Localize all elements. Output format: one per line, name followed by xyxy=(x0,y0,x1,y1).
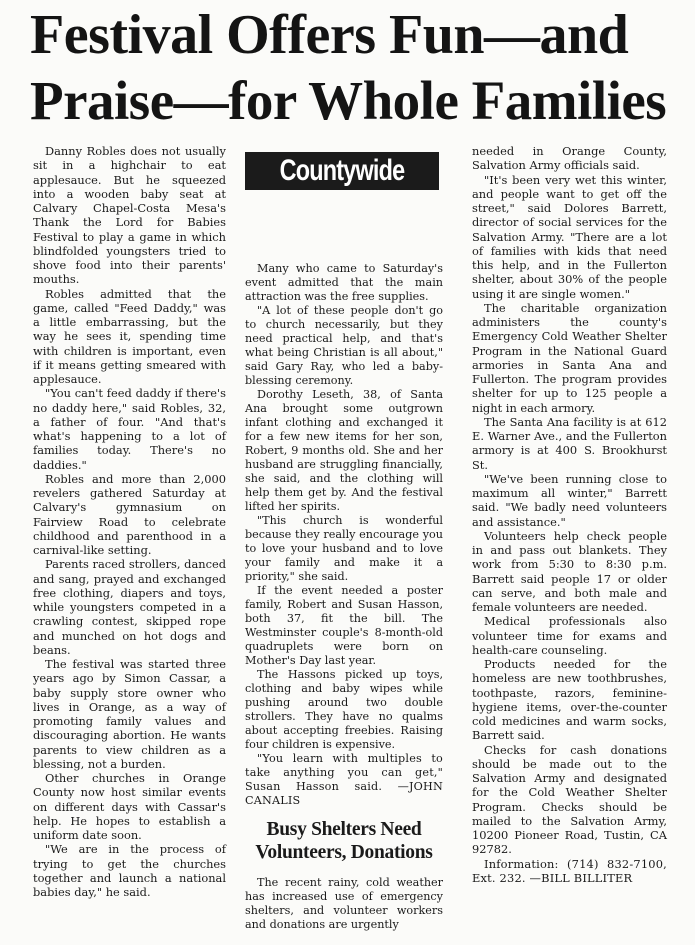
paragraph: Robles and more than 2,000 revelers gathered Saturday at Calvary's gymnasium on Fairview Road to celebrate childhood and parenthood in a carnival-like setting. xyxy=(33,471,226,557)
paragraph: Other churches in Orange County now host similar events on different days with Cassar's help. He hopes to establish a uniform date soon. xyxy=(33,771,226,842)
paragraph: Dorothy Leseth, 38, of Santa Ana brought some outgrown infant clothing and exchanged it for a few new items for her son, Robert, 9 months old. She and her husband are struggling financially, she said, and the clothing will help them get by. And the festival lifted her spirits. xyxy=(245,388,443,513)
page-headline xyxy=(30,2,670,134)
paragraph: The festival was started three years ago by Simon Cassar, a baby supply store owner who lives in Orange, as a way of promoting family values and discouraging abortion. He wants parents to view children as a blessing, not a burden. xyxy=(33,657,226,771)
story-column-1 xyxy=(33,144,226,899)
paragraph: "You can't feed daddy if there's no daddy here," said Robles, 32, a father of four. "And that's what's happening to a lot of families today. There's no daddies." xyxy=(33,386,226,472)
paragraph: "It's been very wet this winter, and people want to get off the street," said Dolores Barrett, director of social services for the Salvation Army. "There are a lot of families with kids that need this help, and in the Fullerton shelter, about 30% of the people using it are single women." xyxy=(472,172,667,301)
paragraph: Volunteers help check people in and pass out blankets. They work from 5:30 to 8:30 p.m. Barrett said people 17 or older can serve, and both male and female volunteers are needed. xyxy=(472,528,667,614)
paragraph: "We are in the process of trying to get the churches together and launch a national babies day," he said. xyxy=(33,842,226,899)
paragraph: The charitable organization administers the county's Emergency Cold Weather Shelter Program in the National Guard armories in Santa Ana and Fullerton. The program provides shelter for up to 125 people a night in each armory. xyxy=(472,300,667,415)
paragraph: The Hassons picked up toys, clothing and baby wipes while pushing around two double strollers. They have no qualms about accepting freebies. Raising four children is expensive. xyxy=(245,668,443,751)
section-kicker-countywide xyxy=(245,152,439,190)
paragraph: Checks for cash donations should be made out to the Salvation Army and designated for the Cold Weather Shelter Program. Checks should be mailed to the Salvation Army, 10200 Pioneer Road, Tustin, CA 92782. xyxy=(472,742,667,857)
paragraph: needed in Orange County, Salvation Army officials said. xyxy=(472,144,667,173)
headline-line-2: Praise—for Whole Families xyxy=(30,70,667,131)
story-column-3 xyxy=(472,144,667,885)
paragraph: Danny Robles does not usually sit in a highchair to eat applesauce. But he squeezed into a wooden baby seat at Calvary Chapel-Costa Mesa's Thank the Lord for Babies Festival to play a game in which blindfolded youngsters tried to shove food into their parents' mouths. xyxy=(33,144,226,287)
byline-paragraph: Information: (714) 832-7100, Ext. 232. —BILL BILLITER xyxy=(472,856,667,885)
paragraph: The Santa Ana facility is at 612 E. Warner Ave., and the Fullerton armory is at 400 S. Brookhurst St. xyxy=(472,414,667,472)
byline-paragraph: "You learn with multiples to take anything you can get," Susan Hasson said. —JOHN CANALIS xyxy=(245,752,443,807)
paragraph: "A lot of these people don't go to church necessarily, but they need practical help, and that's what being Christian is all about," said Gary Ray, who led a baby-blessing ceremony. xyxy=(245,304,443,387)
paragraph: Medical professionals also volunteer time for exams and health-care counseling. xyxy=(472,614,667,657)
paragraph: "We've been running close to maximum all winter," Barrett said. "We badly need volunteers and assistance." xyxy=(472,471,667,529)
paragraph: Robles admitted that the game, called "Feed Daddy," was a little embarrassing, but the way he sees it, spending time with children is important, even if it means getting smeared with applesauce. xyxy=(33,286,226,386)
shelters-story-headline: Busy Shelters Need Volunteers, Donations xyxy=(255,819,433,863)
paragraph: Many who came to Saturday's event admitted that the main attraction was the free supplies. xyxy=(245,262,443,303)
paragraph: Parents raced strollers, danced and sang, prayed and exchanged free clothing, diapers and toys, while youngsters competed in a crawling contest, skipped rope and munched on hot dogs and beans. xyxy=(33,557,226,657)
story-column-2 xyxy=(245,262,443,932)
kicker-label: Countywide xyxy=(279,154,405,187)
paragraph: The recent rainy, cold weather has increased use of emergency shelters, and volunteer workers and donations are urgently xyxy=(245,876,443,931)
paragraph: "This church is wonderful because they really encourage you to love your husband and to love your family and make it a priority," she said. xyxy=(245,514,443,583)
paragraph: Products needed for the homeless are new toothbrushes, toothpaste, razors, feminine-hygiene items, over-the-counter cold medicines and warm socks, Barrett said. xyxy=(472,657,667,743)
paragraph: If the event needed a poster family, Robert and Susan Hasson, both 37, fit the bill. The Westminster couple's 8-month-old quadruplets were born on Mother's Day last year. xyxy=(245,584,443,667)
headline-line-1: Festival Offers Fun—and xyxy=(30,4,629,66)
